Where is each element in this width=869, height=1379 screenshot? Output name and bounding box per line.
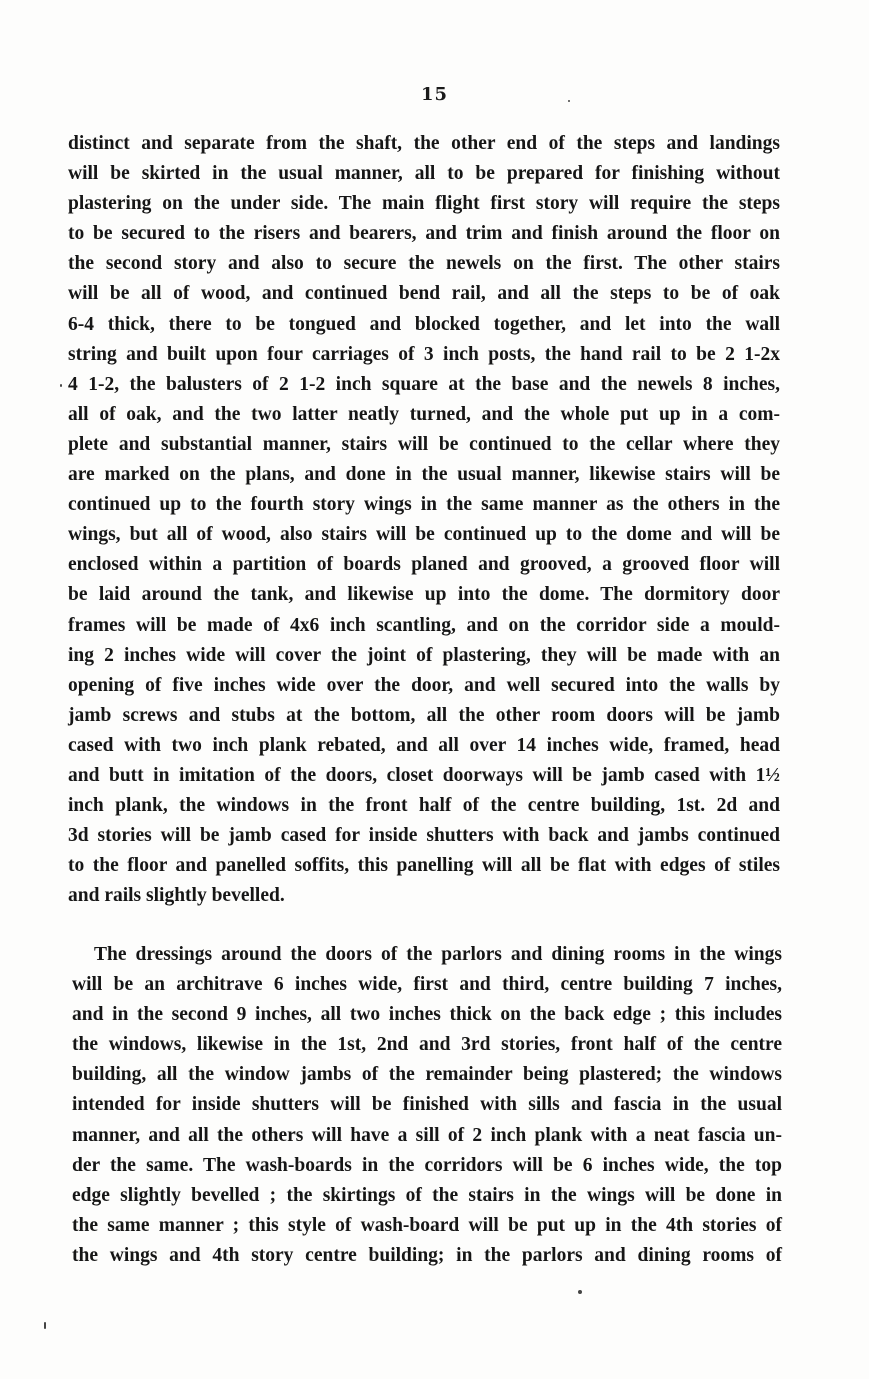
text-line: cased with two inch plank rebated, and all over 14 inches wide, framed, head: [68, 734, 780, 756]
text-line: the second story and also to secure the newels on the first. The other stairs: [68, 253, 780, 275]
text-line: will be skirted in the usual manner, all to be prepared for finishing without: [68, 163, 780, 185]
text-line: plastering on the under side. The main flight first story will require the steps: [68, 193, 780, 215]
text-line: building, all the window jambs of the remainder being plastered; the windows: [72, 1064, 782, 1086]
text-line: opening of five inches wide over the door, and well secured into the walls by: [68, 674, 780, 696]
text-line: manner, and all the others will have a sill of 2 inch plank with a neat fascia un-: [72, 1124, 782, 1146]
text-line: 3d stories will be jamb cased for inside shutters with back and jambs continued: [68, 825, 780, 847]
text-line: will be an architrave 6 inches wide, first and third, centre building 7 inches,: [72, 974, 782, 996]
text-line: inch plank, the windows in the front half of the centre building, 1st. 2d and: [68, 795, 780, 817]
text-line: enclosed within a partition of boards planed and grooved, a grooved floor will: [68, 554, 780, 576]
text-line: edge slightly bevelled ; the skirtings of the stairs in the wings will be done in: [72, 1184, 782, 1206]
text-line: frames will be made of 4x6 inch scantling, and on the corridor side a mould-: [68, 614, 780, 636]
text-line: and butt in imitation of the doors, closet doorways will be jamb cased with 1½: [68, 764, 780, 786]
text-line: intended for inside shutters will be finished with sills and fascia in the usual: [72, 1094, 782, 1116]
text-line: wings, but all of wood, also stairs will be continued up to the dome and will be: [68, 524, 780, 546]
paragraph-1: [68, 129, 780, 911]
text-line: 4 1-2, the balusters of 2 1-2 inch square at the base and the newels 8 inches,: [68, 373, 780, 395]
print-speck: [578, 1290, 582, 1294]
text-line: the same manner ; this style of wash-board will be put up in the 4th stories of: [72, 1214, 782, 1236]
text-line: jamb screws and stubs at the bottom, all the other room doors will be jamb: [68, 704, 780, 726]
text-line: 6-4 thick, there to be tongued and blocked together, and let into the wall: [68, 313, 780, 335]
text-line: the windows, likewise in the 1st, 2nd and 3rd stories, front half of the centre: [72, 1034, 782, 1056]
text-line: and rails slightly bevelled.: [68, 885, 285, 907]
text-line: to the floor and panelled soffits, this panelling will all be flat with edges of stiles: [68, 855, 780, 877]
page-number: 15: [420, 84, 449, 105]
text-line: continued up to the fourth story wings in the same manner as the others in the: [68, 494, 780, 516]
print-speck: [44, 1322, 46, 1329]
text-line: der the same. The wash-boards in the corridors will be 6 inches wide, the top: [72, 1154, 782, 1176]
text-line: The dressings around the doors of the parlors and dining rooms in the wings: [94, 944, 782, 965]
paragraph-2: [72, 940, 782, 1271]
text-line: string and built upon four carriages of 3 inch posts, the hand rail to be 2 1-2x: [68, 343, 780, 365]
text-line: all of oak, and the two latter neatly turned, and the whole put up in a com-: [68, 403, 780, 425]
text-line: the wings and 4th story centre building; in the parlors and dining rooms of: [72, 1244, 782, 1266]
text-line: distinct and separate from the shaft, the other end of the steps and landings: [68, 133, 780, 154]
text-line: to be secured to the risers and bearers, and trim and finish around the floor on: [68, 223, 780, 245]
text-line: be laid around the tank, and likewise up into the dome. The dormitory door: [68, 584, 780, 606]
text-line: plete and substantial manner, stairs will be continued to the cellar where they: [68, 433, 780, 455]
text-line: ing 2 inches wide will cover the joint of plastering, they will be made with an: [68, 644, 780, 666]
text-line: and in the second 9 inches, all two inches thick on the back edge ; this includes: [72, 1004, 782, 1026]
print-speck: [568, 100, 570, 102]
print-speck: [60, 384, 62, 387]
text-line: are marked on the plans, and done in the usual manner, likewise stairs will be: [68, 464, 780, 486]
text-line: will be all of wood, and continued bend rail, and all the steps to be of oak: [68, 283, 780, 305]
